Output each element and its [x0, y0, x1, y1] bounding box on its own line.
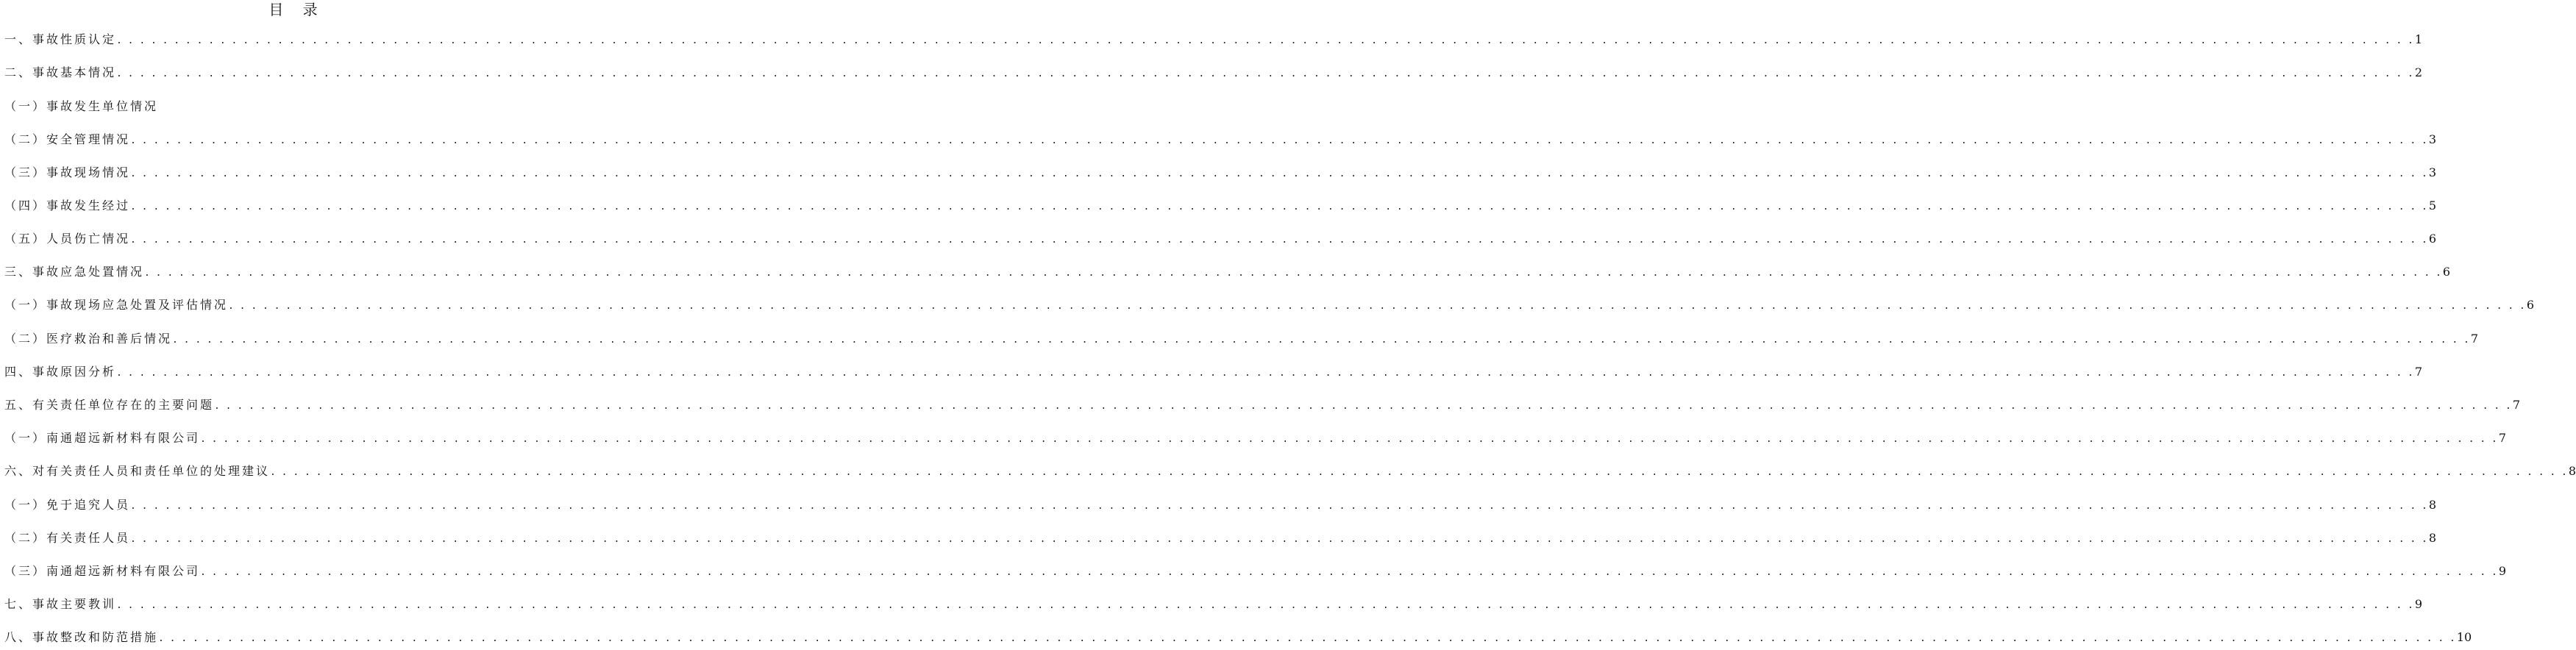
- toc-leader-dots: . . . . . . . . . . . . . . . . . . . . . . . . . . . . . . . . . . . . . . . . . . . . . . . . . . . . . . . . . . . . . . . . . . . . . . . . . . . . . . . . . . . . . . . . . . . . . . . . . . . . . . . . . . . . . . . . . . . . . . . . . . . . . . . . . . . . . . . . . . . . . . . . . . . . . . . . . . . . . . . . . . . . . . . . . . . . . . . . . . . . . . . . . . . . . . . . . . . . . . . .: [130, 201, 2427, 213]
- toc-entry-page: 5: [2428, 199, 2437, 213]
- toc-leader-dots: . . . . . . . . . . . . . . . . . . . . . . . . . . . . . . . . . . . . . . . . . . . . . . . . . . . . . . . . . . . . . . . . . . . . . . . . . . . . . . . . . . . . . . . . . . . . . . . . . . . . . . . . . . . . . . . . . . . . . . . . . . . . . . . . . . . . . . . . . . . . . . . . . . . . . . . . . . . . . . . . . . . . . . . . . . . . . . . . . . . . . . . . . . . . . . . . . . . . . . . .: [116, 600, 2413, 611]
- toc-entry-label: （一）南通超远新材料有限公司: [4, 431, 201, 445]
- toc-leader-dots: . . . . . . . . . . . . . . . . . . . . . . . . . . . . . . . . . . . . . . . . . . . . . . . . . . . . . . . . . . . . . . . . . . . . . . . . . . . . . . . . . . . . . . . . . . . . . . . . . . . . . . . . . . . . . . . . . . . . . . . . . . . . . . . . . . . . . . . . . . . . . . . . . . . . . . . . . . . . . . . . . . . . . . . . . . . . . . . . . . . . . . . . . . . . . . . . . . . . . . . .: [130, 501, 2427, 512]
- toc-entry: [4, 396, 2521, 414]
- toc-entry: [4, 596, 2423, 613]
- toc-entry: [4, 296, 2535, 314]
- toc-leader-dots: . . . . . . . . . . . . . . . . . . . . . . . . . . . . . . . . . . . . . . . . . . . . . . . . . . . . . . . . . . . . . . . . . . . . . . . . . . . . . . . . . . . . . . . . . . . . . . . . . . . . . . . . . . . . . . . . . . . . . . . . . . . . . . . . . . . . . . . . . . . . . . . . . . . . . . . . . . . . . . . . . . . . . . . . . . . . . . . . . . . . . . . . . . . . . . . . . . . . . . . .: [172, 335, 2469, 346]
- toc-entry-label: （四）事故发生经过: [4, 199, 131, 213]
- toc-entry: [4, 98, 196, 115]
- toc-entry-label: 六、对有关责任人员和责任单位的处理建议: [4, 464, 271, 478]
- toc-entry-page: 6: [2442, 265, 2451, 279]
- toc-leader-dots: . . . . . . . . . . . . . . . . . . . . . . . . . . . . . . . . . . . . . . . . . . . . . . . . . . . . . . . . . . . . . . . . . . . . . . . . . . . . . . . . . . . . . . . . . . . . . . . . . . . . . . . . . . . . . . . . . . . . . . . . . . . . . . . . . . . . . . . . . . . . . . . . . . . . . . . . . . . . . . . . . . . . . . . . . . . . . . . . . . . . . . . . . . . . . . . . . . . . . . . .: [130, 168, 2427, 179]
- toc-entry-label: （二）有关责任人员: [4, 531, 131, 545]
- toc-entry: [4, 629, 2472, 646]
- toc-leader-dots: . . . . . . . . . . . . . . . . . . . . . . . . . . . . . . . . . . . . . . . . . . . . . . . . . . . . . . . . . . . . . . . . . . . . . . . . . . . . . . . . . . . . . . . . . . . . . . . . . . . . . . . . . . . . . . . . . . . . . . . . . . . . . . . . . . . . . . . . . . . . . . . . . . . . . . . . . . . . . . . . . . . . . . . . . . . . . . . . . . . . . . . . . . . . . . . . . . . . . . . .: [200, 434, 2497, 445]
- toc-entry-page: 6: [2526, 298, 2535, 312]
- toc-entry-label: 二、事故基本情况: [4, 65, 117, 79]
- toc-entry: [4, 363, 2423, 381]
- toc-entry-page: 9: [2498, 564, 2507, 578]
- toc-entry-label: （三）事故现场情况: [4, 165, 131, 179]
- toc-entry-page: 7: [2498, 431, 2507, 445]
- toc-entry-page: 8: [2428, 498, 2437, 512]
- toc-entry: [4, 562, 2507, 580]
- toc-entry-label: 一、事故性质认定: [4, 32, 117, 46]
- toc-leader-dots: . . . . . . . . . . . . . . . . . . . . . . . . . . . . . . . . . . . . . . . . . . . . . . . . . . . . . . . . . . . . . . . . . . . . . . . . . . . . . . . . . . . . . . . . . . . . . . . . . . . . . . . . . . . . . . . . . . . . . . . . . . . . . . . . . . . . . . . . . . . . . . . . . . . . . . . . . . . . . . . . . . . . . . . . . . . . . . . . . . . . . . . . . . . . . . . . . . . . . . . .: [130, 135, 2427, 146]
- toc-entry: [4, 263, 2451, 281]
- toc-leader-dots: . . . . . . . . . . . . . . . . . . . . . . . . . . . . . . . . . . . . . . . . . . . . . . . . . . . . . . . . . . . . . . . . . . . . . . . . . . . . . . . . . . . . . . . . . . . . . . . . . . . . . . . . . . . . . . . . . . . . . . . . . . . . . . . . . . . . . . . . . . . . . . . . . . . . . . . . . . . . . . . . . . . . . . . . . . . . . . . . . . . . . . . . . . . . . . . . . . . . . . . .: [144, 268, 2441, 279]
- toc-leader-dots: . . . . . . . . . . . . . . . . . . . . . . . . . . . . . . . . . . . . . . . . . . . . . . . . . . . . . . . . . . . . . . . . . . . . . . . . . . . . . . . . . . . . . . . . . . . . . . . . . . . . . . . . . . . . . . . . . . . . . . . . . . . . . . . . . . . . . . . . . . . . . . . . . . . . . . . . . . . . . . . . . . . . . . . . . . . . . . . . . . . . . . . . . . . . . . . . . . . . . . . .: [116, 368, 2413, 379]
- toc-leader-dots: . . . . . . . . . . . . . . . . . . . . . . . . . . . . . . . . . . . . . . . . . . . . . . . . . . . . . . . . . . . . . . . . . . . . . . . . . . . . . . . . . . . . . . . . . . . . . . . . . . . . . . . . . . . . . . . . . . . . . . . . . . . . . . . . . . . . . . . . . . . . . . . . . . . . . . . . . . . . . . . . . . . . . . . . . . . . . . . . . . . . . . . . . . . . . . . . . . . . . . . .: [116, 35, 2413, 46]
- toc-entry: [4, 230, 2437, 248]
- toc-leader-dots: . . . . . . . . . . . . . . . . . . . . . . . . . . . . . . . . . . . . . . . . . . . . . . . . . . . . . . . . . . . . . . . . . . . . . . . . . . . . . . . . . . . . . . . . . . . . . . . . . . . . . . . . . . . . . . . . . . . . . . . . . . . . . . . . . . . . . . . . . . . . . . . . . . . . . . . . . . . . . . . . . . . . . . . . . . . . . . . . . . . . . . . . . . . . . . . . . . . . . . . .: [158, 633, 2455, 644]
- toc-leader-dots: . . . . . . . . . . . . . . . . . . . . . . . . . . . . . . . . . . . . . . . . . . . . . . . . . . . . . . . . . . . . . . . . . . . . . . . . . . . . . . . . . . . . . . . . . . . . . . . . . . . . . . . . . . . . . . . . . . . . . . . . . . . . . . . . . . . . . . . . . . . . . . . . . . . . . . . . . . . . . . . . . . . . . . . . . . . . . . . . . . . . . . . . . . . . . . . . . . . . . . . .: [214, 401, 2511, 412]
- toc-leader-dots: . . . . . . . . . . . . . . . . . . . . . . . . . . . . . . . . . . . . . . . . . . . . . . . . . . . . . . . . . . . . . . . . . . . . . . . . . . . . . . . . . . . . . . . . . . . . . . . . . . . . . . . . . . . . . . . . . . . . . . . . . . . . . . . . . . . . . . . . . . . . . . . . . . . . . . . . . . . . . . . . . . . . . . . . . . . . . . . . . . . . . . . . . . . . . . . . . . . . . . . .: [200, 567, 2497, 578]
- toc-entry-label: （二）医疗救治和善后情况: [4, 332, 173, 346]
- toc-entry-label: 四、事故原因分析: [4, 365, 117, 379]
- toc-entry-label: （五）人员伤亡情况: [4, 232, 131, 246]
- toc-entry-page: 6: [2428, 232, 2437, 246]
- toc-leader-dots: . . . . . . . . . . . . . . . . . . . . . . . . . . . . . . . . . . . . . . . . . . . . . . . . . . . . . . . . . . . . . . . . . . . . . . . . . . . . . . . . . . . . . . . . . . . . . . . . . . . . . . . . . . . . . . . . . . . . . . . . . . . . . . . . . . . . . . . . . . . . . . . . . . . . . . . . . . . . . . . . . . . . . . . . . . . . . . . . . . . . . . . . . . . . . . . . . . . . . . . .: [130, 235, 2427, 246]
- toc-entry-label: （二）安全管理情况: [4, 132, 131, 146]
- toc-entry: [4, 429, 2507, 447]
- toc-entry: [4, 463, 2576, 480]
- toc-entry-page: 8: [2568, 464, 2576, 478]
- toc-entry-label: （一）免于追究人员: [4, 498, 131, 512]
- toc-entry-page: 1: [2414, 32, 2423, 46]
- toc-entry: [4, 64, 2423, 82]
- toc-leader-dots: . . . . . . . . . . . . . . . . . . . . . . . . . . . . . . . . . . . . . . . . . . . . . . . . . . . . . . . . . . . . . . . . . . . . . . . . . . . . . . . . . . . . . . . . . . . . . . . . . . . . . . . . . . . . . . . . . . . . . . . . . . . . . . . . . . . . . . . . . . . . . . . . . . . . . . . . . . . . . . . . . . . . . . . . . . . . . . . . . . . . . . . . . . . . . . . . . . . . . . . .: [130, 534, 2427, 545]
- toc-entry-label: 八、事故整改和防范措施: [4, 630, 159, 644]
- toc-entry: [4, 164, 2437, 182]
- toc-entry: [4, 197, 2437, 215]
- toc-entry-label: 七、事故主要教训: [4, 597, 117, 611]
- toc-entry: [4, 31, 2423, 49]
- toc-entry: [4, 529, 2437, 547]
- toc-entry-page: 8: [2428, 531, 2437, 545]
- toc-entry-page: 7: [2414, 365, 2423, 379]
- toc-entry-page: 7: [2470, 332, 2479, 346]
- toc-entry-label: 五、有关责任单位存在的主要问题: [4, 398, 215, 412]
- toc-entry: [4, 131, 2437, 149]
- toc-entry-page: 7: [2512, 398, 2521, 412]
- toc-entry-page: 2: [2414, 65, 2423, 79]
- toc-leader-dots: . . . . . . . . . . . . . . . . . . . . . . . . . . . . . . . . . . . . . . . . . . . . . . . . . . . . . . . . . . . . . . . . . . . . . . . . . . . . . . . . . . . . . . . . . . . . . . . . . . . . . . . . . . . . . . . . . . . . . . . . . . . . . . . . . . . . . . . . . . . . . . . . . . . . . . . . . . . . . . . . . . . . . . . . . . . . . . . . . . . . . . . . . . . . . . . . . . . . . . . .: [116, 68, 2413, 79]
- toc-entry-label: （三）南通超远新材料有限公司: [4, 564, 201, 578]
- toc-entry: [4, 496, 2437, 514]
- toc-entry-page: 10: [2456, 630, 2472, 644]
- toc-entry-page: 3: [2428, 132, 2437, 146]
- toc-entry: [4, 330, 2479, 348]
- toc-leader-dots: . . . . . . . . . . . . . . . . . . . . . . . . . . . . . . . . . . . . . . . . . . . . . . . . . . . . . . . . . . . . . . . . . . . . . . . . . . . . . . . . . . . . . . . . . . . . . . . . . . . . . . . . . . . . . . . . . . . . . . . . . . . . . . . . . . . . . . . . . . . . . . . . . . . . . . . . . . . . . . . . . . . . . . . . . . . . . . . . . . . . . . . . . . . . . . . . . . . . . . . .: [228, 301, 2525, 312]
- toc-entry-label: （一）事故发生单位情况: [4, 99, 159, 113]
- toc-entry-page: 9: [2414, 597, 2423, 611]
- toc-title: 目 录: [268, 1, 325, 18]
- toc-entry-label: （一）事故现场应急处置及评估情况: [4, 298, 229, 312]
- toc-leader-dots: . . . . . . . . . . . . . . . . . . . . . . . . . . . . . . . . . . . . . . . . . . . . . . . . . . . . . . . . . . . . . . . . . . . . . . . . . . . . . . . . . . . . . . . . . . . . . . . . . . . . . . . . . . . . . . . . . . . . . . . . . . . . . . . . . . . . . . . . . . . . . . . . . . . . . . . . . . . . . . . . . . . . . . . . . . . . . . . . . . . . . . . . . . . . . . . . . . . . . . . .: [270, 467, 2567, 478]
- toc-entry-label: 三、事故应急处置情况: [4, 265, 145, 279]
- toc-entry-page: 3: [2428, 165, 2437, 179]
